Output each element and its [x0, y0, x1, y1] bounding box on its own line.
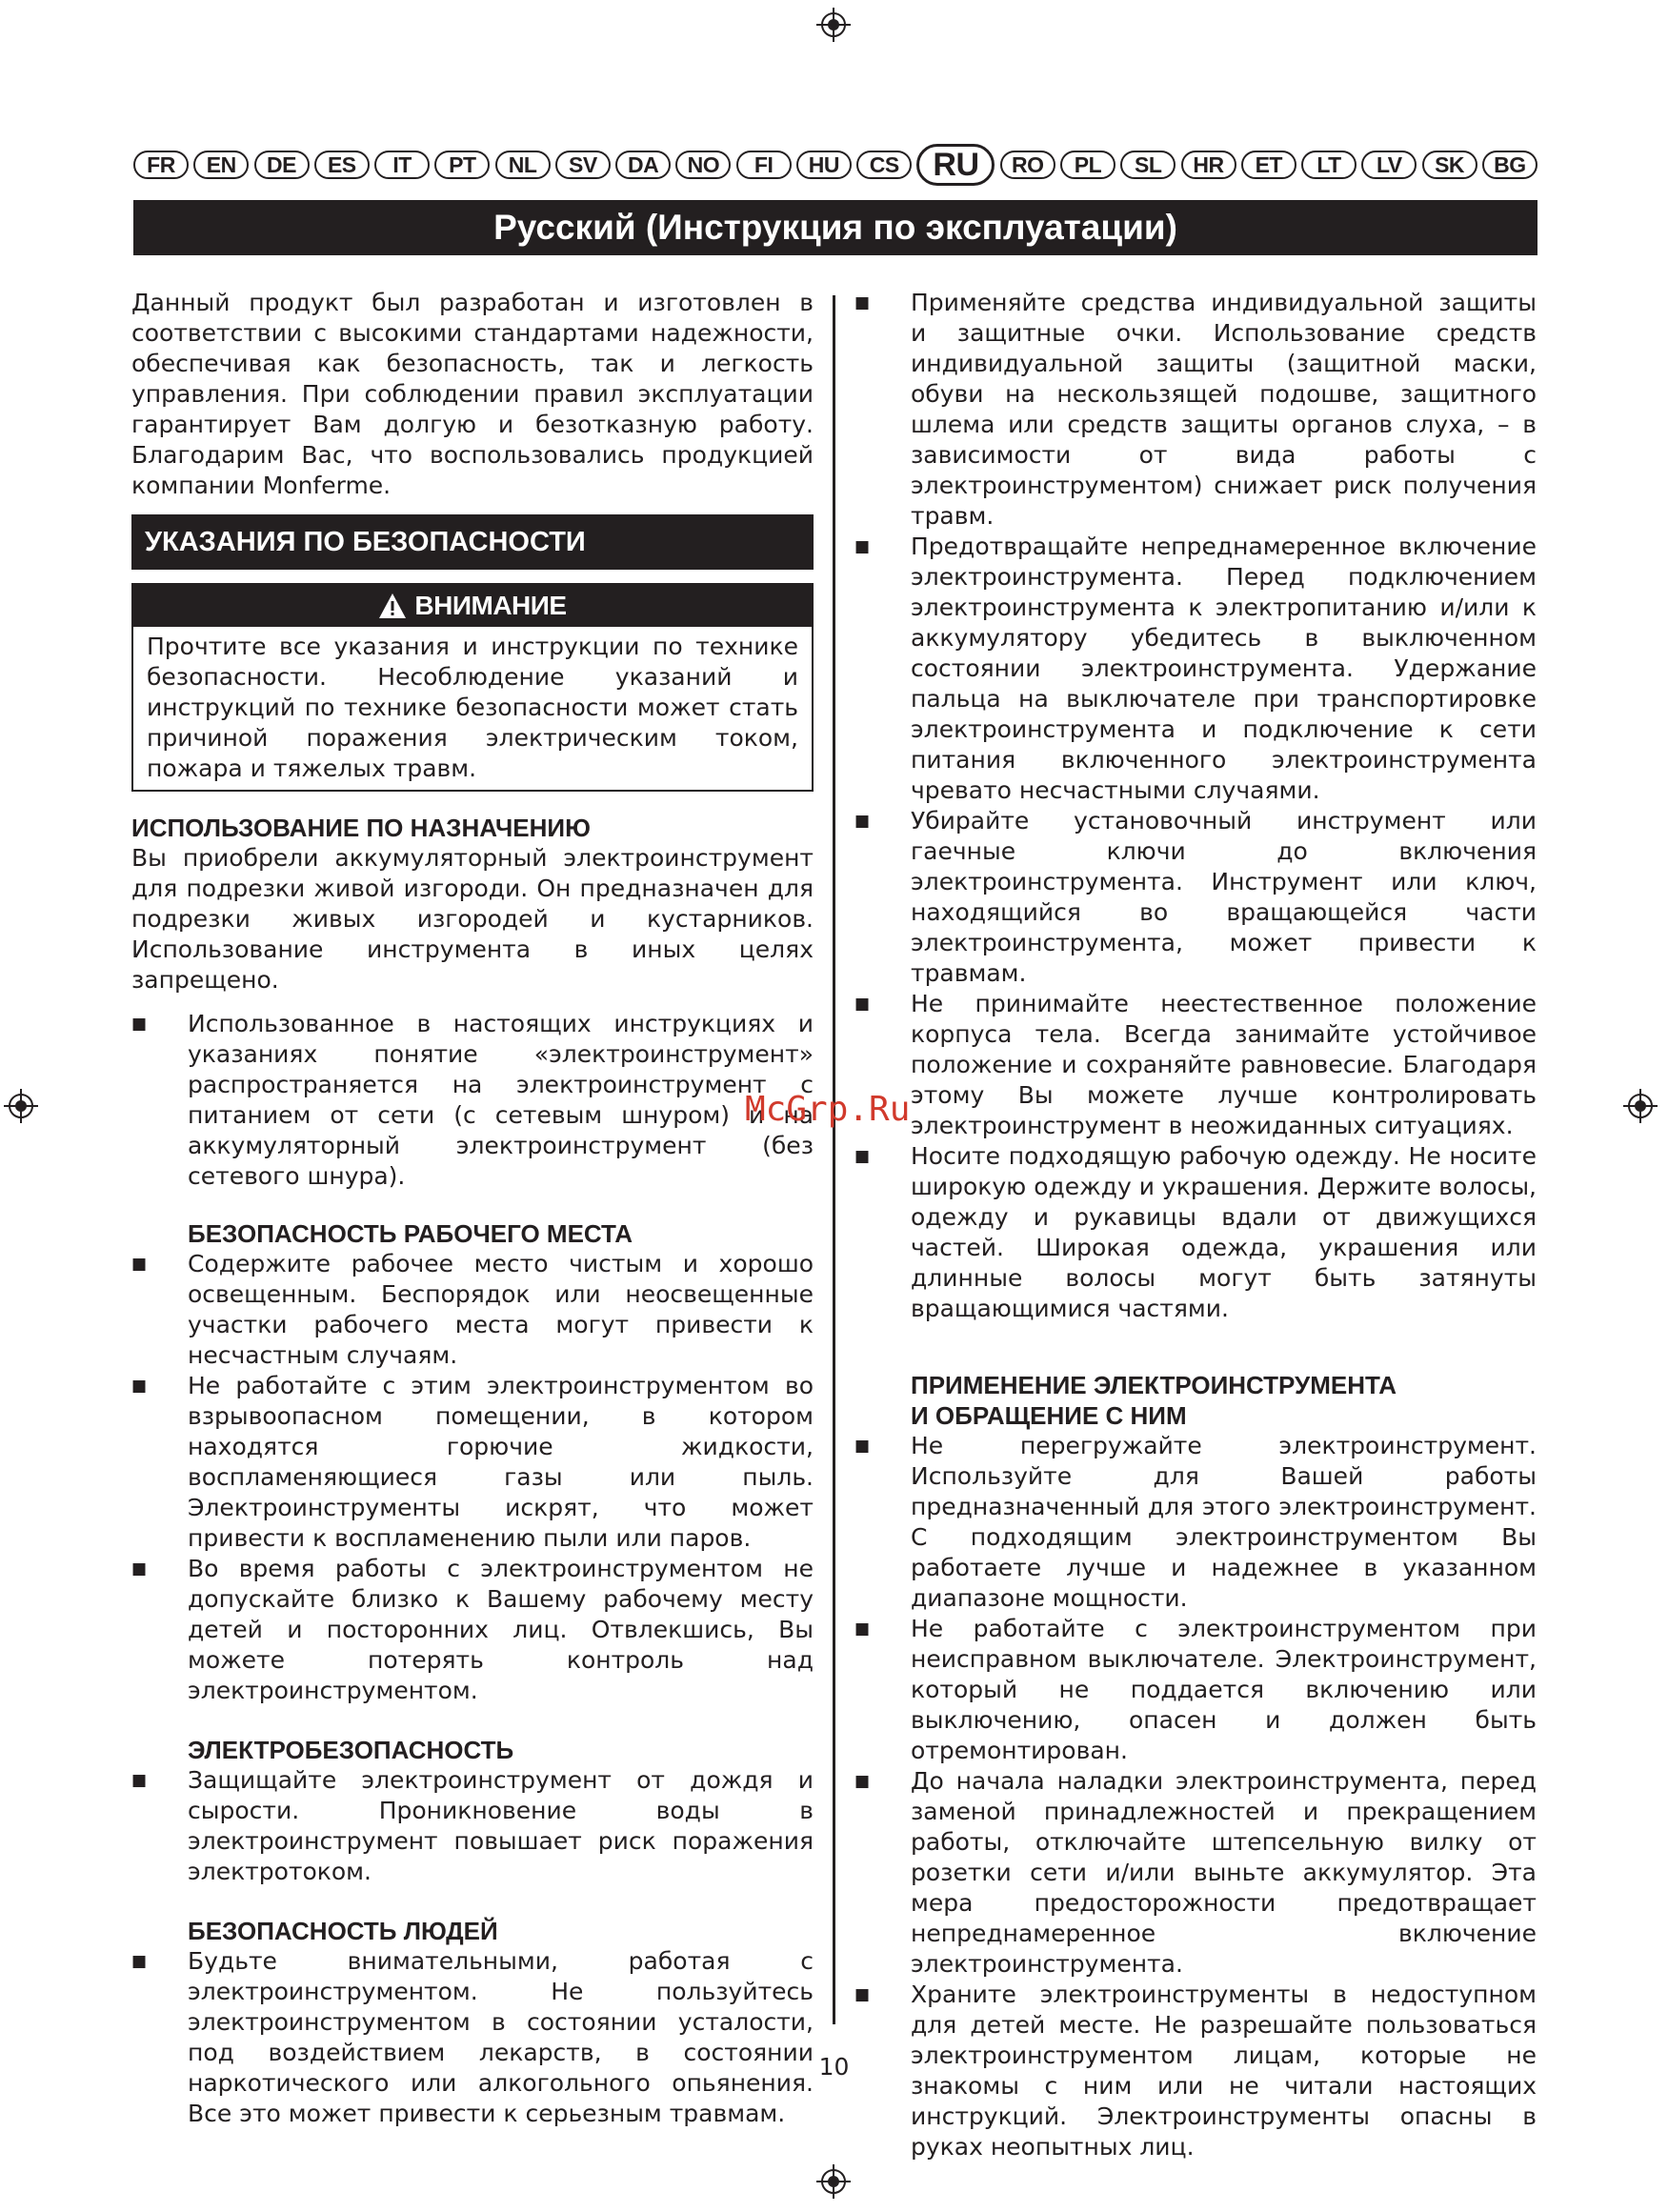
page-title: Русский (Инструкция по эксплуатации) — [133, 200, 1537, 255]
warning-label: ВНИМАНИЕ — [414, 591, 567, 620]
list-item: ■ Носите подходящую рабочую одежду. Не носите широкую одежду и украшения. Держите волосы, одежду и рукавицы вдали от движущихся частей. Широкая одежда, украшения или длинные волосы могут быть затянуты вращающимися частями. — [854, 1141, 1537, 1324]
language-tab-sk[interactable]: SK — [1422, 151, 1477, 179]
right-column — [854, 288, 1537, 2162]
warning-triangle-icon — [378, 593, 407, 619]
list-item: ■ Не принимайте неестественное положение корпуса тела. Всегда занимайте устойчивое положение и сохраняйте равновесие. Благодаря этому Вы можете лучше контролировать электроинструмент в неожиданных ситуациях. — [854, 989, 1537, 1141]
electrical-list — [131, 1765, 814, 1887]
list-item: ■ Во время работы с электроинструментом не допускайте близко к Вашему рабочему месту детей и посторонних лиц. Отвлекшись, Вы можете потерять контроль над электроинструментом. — [131, 1554, 814, 1706]
safety-section-heading: УКАЗАНИЯ ПО БЕЗОПАСНОСТИ — [131, 514, 814, 570]
list-item: ■ Не перегружайте электроинструмент. Используйте для Вашей работы предназначенный для этого электроинструмент. С подходящим электроинструментом Вы работаете лучше и надежнее в указанном диапазоне мощности. — [854, 1431, 1537, 1614]
language-tab-no[interactable]: NO — [675, 151, 731, 179]
crosshair-icon — [1623, 1089, 1658, 1123]
tool-use-heading-line1: ПРИМЕНЕНИЕ ЭЛЕКТРОИНСТРУМЕНТА — [911, 1371, 1397, 1399]
list-item: ■ Будьте внимательными, работая с электроинструментом. Не пользуйтесь электроинструментом в состоянии усталости, под воздействием лекарств, в состоянии наркотического или алкогольного опьянения. Все это может привести к серьезным травмам. — [131, 1946, 814, 2129]
language-tab-lv[interactable]: LV — [1361, 151, 1417, 179]
language-tab-bg[interactable]: BG — [1482, 151, 1537, 179]
intended-use-text: Вы приобрели аккумуляторный электроинструмент для подрезки живой изгороди. Он предназначен для подрезки живых изгородей и кустарников. Использование инструмента в иных целях запрещено. — [131, 844, 814, 994]
list-item: ■ Применяйте средства индивидуальной защиты и защитные очки. Использование средств индивидуальной защиты (защитной маски, обуви на нескользящей подошве, защитного шлема или средств защиты органов слуха, – в зависимости от вида работы с электроинструментом) снижает риск получения травм. — [854, 288, 1537, 532]
language-tab-fi[interactable]: FI — [736, 151, 792, 179]
warning-text: Прочтите все указания и инструкции по технике безопасности. Несоблюдение указаний и инструкций по технике безопасности может стать причиной поражения электрическим током, пожара и тяжелых травм. — [147, 633, 798, 782]
registration-mark-left — [4, 1089, 38, 1123]
language-tab-sv[interactable]: SV — [555, 151, 611, 179]
electrical-heading: ЭЛЕКТРОБЕЗОПАСНОСТЬ — [188, 1736, 514, 1764]
list-item: ■ Не работайте с электроинструментом при неисправном выключателе. Электроинструмент, который не поддается включению или выключению, опасен и должен быть отремонтирован. — [854, 1614, 1537, 1766]
workplace-heading: БЕЗОПАСНОСТЬ РАБОЧЕГО МЕСТА — [188, 1219, 633, 1248]
language-tab-nl[interactable]: NL — [495, 151, 551, 179]
language-tab-en[interactable]: EN — [193, 151, 249, 179]
language-tab-lt[interactable]: LT — [1301, 151, 1357, 179]
list-item: ■ Храните электроинструменты в недоступном для детей месте. Не разрешайте пользоваться электроинструментом лицам, которые не знакомы с ним или не читали настоящих инструкций. Электроинструменты опасны в руках неопытных лиц. — [854, 1980, 1537, 2162]
language-tab-hu[interactable]: HU — [796, 151, 852, 179]
list-item: ■ Предотвращайте непреднамеренное включение электроинструмента. Перед подключением электроинструмента к электропитанию и/или к аккумулятору убедитесь в выключенном состоянии электроинструмента. Удержание пальца на выключателе при транспортировке электроинструмента и подключение к сети питания включенного электроинструмента чревато несчастными случаями. — [854, 532, 1537, 806]
list-item: ■ Не работайте с этим электроинструментом во взрывоопасном помещении, в котором находятся горючие жидкости, воспламеняющиеся газы или пыль. Электроинструменты искрят, что может привести к воспламенению пыли или паров. — [131, 1371, 814, 1554]
list-item: ■ Содержите рабочее место чистым и хорошо освещенным. Беспорядок или неосвещенные участки рабочего места могут привести к несчастным случаям. — [131, 1249, 814, 1371]
intro-paragraph: Данный продукт был разработан и изготовлен в соответствии с высокими стандартами надежности, обеспечивая как безопасность, так и легкость управления. При соблюдении правил эксплуатации гарантирует Вам долгую и безотказную работу. Благодарим Вас, что воспользовались продукцией компании Monferme. — [131, 289, 814, 499]
language-tab-ru[interactable]: RU — [916, 144, 995, 186]
registration-mark-top — [816, 8, 851, 42]
column-divider — [833, 295, 835, 2024]
language-tab-et[interactable]: ET — [1241, 151, 1296, 179]
list-item: ■ Использованное в настоящих инструкциях и указаниях понятие «электроинструмент» распространяется на электроинструмент с питанием от сети (с сетевым шнуром) и на аккумуляторный электроинструмент (без сетевого шнура). — [131, 1009, 814, 1192]
list-item: ■ Защищайте электроинструмент от дождя и сырости. Проникновение воды в электроинструмент повышает риск поражения электротоком. — [131, 1765, 814, 1887]
left-column — [131, 288, 814, 2129]
list-item: ■ До начала наладки электроинструмента, перед заменой принадлежностей и прекращением работы, отключайте штепсельную вилку от розетки сети и/или выньте аккумулятор. Эта мера предосторожности предотвращает непреднамеренное включение электроинструмента. — [854, 1766, 1537, 1980]
language-tab-it[interactable]: IT — [374, 151, 430, 179]
language-tab-fr[interactable]: FR — [133, 151, 189, 179]
registration-mark-bottom — [816, 2164, 851, 2199]
page-number: 10 — [818, 2053, 850, 2081]
personal-list-right — [854, 288, 1537, 1324]
personal-heading: БЕЗОПАСНОСТЬ ЛЮДЕЙ — [188, 1917, 498, 1945]
warning-header — [133, 585, 812, 627]
tool-use-heading-line2: И ОБРАЩЕНИЕ С НИМ — [911, 1401, 1187, 1430]
language-tab-da[interactable]: DA — [615, 151, 671, 179]
language-tab-de[interactable]: DE — [254, 151, 310, 179]
warning-box — [131, 583, 814, 792]
intended-use-heading: ИСПОЛЬЗОВАНИЕ ПО НАЗНАЧЕНИЮ — [131, 814, 591, 842]
workplace-list — [131, 1249, 814, 1706]
language-tab-ro[interactable]: RO — [1000, 151, 1055, 179]
language-tab-pt[interactable]: PT — [434, 151, 490, 179]
personal-list-left — [131, 1946, 814, 2129]
registration-mark-right — [1623, 1089, 1658, 1123]
watermark: McGrp.Ru — [745, 1090, 911, 1129]
language-tab-cs[interactable]: CS — [856, 151, 912, 179]
language-tab-hr[interactable]: HR — [1181, 151, 1236, 179]
language-tab-sl[interactable]: SL — [1120, 151, 1176, 179]
language-tab-es[interactable]: ES — [314, 151, 370, 179]
language-tab-pl[interactable]: PL — [1060, 151, 1115, 179]
crosshair-icon — [816, 2164, 851, 2199]
crosshair-icon — [4, 1089, 38, 1123]
list-item: ■ Убирайте установочный инструмент или гаечные ключи до включения электроинструмента. Инструмент или ключ, находящийся во вращающейся части электроинструмента, может привести к травмам. — [854, 806, 1537, 989]
crosshair-icon — [816, 8, 851, 42]
language-bar — [133, 143, 1537, 187]
intended-use-list — [131, 1009, 814, 1192]
